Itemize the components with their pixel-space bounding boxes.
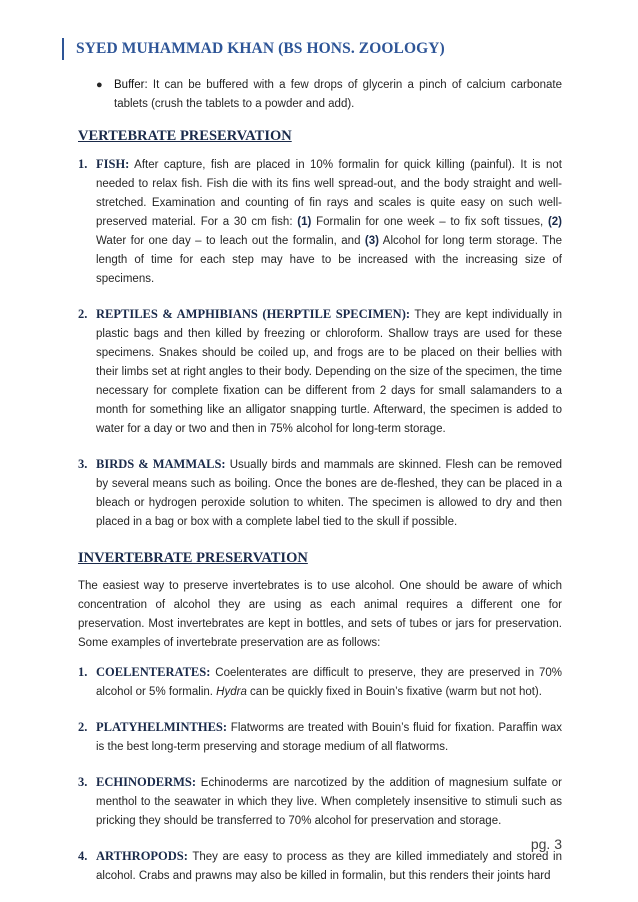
list-item-text xyxy=(96,455,562,532)
list-term: COELENTERATES: xyxy=(96,665,211,679)
list-item-text xyxy=(96,663,562,702)
list-item-text xyxy=(96,773,562,831)
list-item-text xyxy=(96,847,562,886)
list-text-part: Usually birds and mammals are skinned. Flesh can be removed by several means such as boiling. Once the bones are de-fleshed, they can be placed in a bleach or hydrogen peroxide solution to whiten. The specimen is allowed to dry and then placed in a bag or box with a complete label tied to the skull if possible. xyxy=(96,459,562,528)
list-item-reptiles-amphibians xyxy=(78,305,562,439)
list-item-birds-mammals xyxy=(78,455,562,532)
step-marker: (2) xyxy=(547,216,562,228)
list-term: ARTHROPODS: xyxy=(96,849,188,863)
italic-genus: Hydra xyxy=(216,686,247,698)
list-number: 1. xyxy=(78,665,88,679)
invertebrate-intro: The easiest way to preserve invertebrates is to use alcohol. One should be aware of which concentration of alcohol they are using as each animal requires a different one for preservation. Most invertebrates are kept in bottles, and sets of tubes or jars for preservation. Some examples of invertebrate preservation are as follows: xyxy=(78,580,562,649)
bullet-dot-icon: ● xyxy=(96,79,103,91)
list-text-part: Flatworms are treated with Bouin’s fluid for fixation. Paraffin wax is the best long-term preserving and storage medium of all flatworms. xyxy=(96,722,562,753)
list-number: 3. xyxy=(78,775,88,789)
bullet-item-buffer xyxy=(96,76,562,114)
heading-vertebrate-preservation: VERTEBRATE PRESERVATION xyxy=(78,128,292,144)
list-text-part: can be quickly fixed in Bouin’s fixative (warm but not hot). xyxy=(246,686,542,698)
list-number: 3. xyxy=(78,457,88,471)
list-term: FISH: xyxy=(96,157,130,171)
list-item-text xyxy=(96,155,562,289)
step-marker: (3) xyxy=(364,235,379,247)
list-text-part: Coelenterates are difficult to preserve, they are preserved in 70% alcohol or 5% formalin. xyxy=(96,667,562,698)
page-header-title: SYED MUHAMMAD KHAN (BS HONS. ZOOLOGY) xyxy=(62,38,445,60)
heading-invertebrate-preservation: INVERTEBRATE PRESERVATION xyxy=(78,550,308,566)
list-item-text xyxy=(96,305,562,439)
list-item-coelenterates xyxy=(78,663,562,702)
bullet-body: It can be buffered with a few drops of glycerin a pinch of calcium carbonate tablets (crush the tablets to a powder and add). xyxy=(114,79,562,110)
list-term: ECHINODERMS: xyxy=(96,775,197,789)
list-term: PLATYHELMINTHES: xyxy=(96,720,228,734)
bullet-lead: Buffer: xyxy=(114,79,148,91)
list-number: 2. xyxy=(78,307,88,321)
list-text-part: Formalin for one week – to fix soft tissues, xyxy=(311,216,548,228)
document-body xyxy=(78,76,562,902)
list-text-part: Water for one day – to leach out the formalin, and xyxy=(96,235,365,247)
list-item-arthropods xyxy=(78,847,562,886)
list-number: 1. xyxy=(78,157,88,171)
list-text-part: After capture, fish are placed in 10% formalin for quick killing (painful). It is not needed to relax fish. Fish die with its fins well spread-out, and the body straight and well-stretched. Examination and counting of fin rays and scales is quite easy on such well-preserved material. For a 30 cm fish: xyxy=(96,159,562,228)
list-item-text xyxy=(96,718,562,757)
page-number: pg. 3 xyxy=(530,836,562,852)
list-item-echinoderms xyxy=(78,773,562,831)
list-number: 4. xyxy=(78,849,88,863)
bullet-text xyxy=(114,76,562,114)
list-number: 2. xyxy=(78,720,88,734)
list-text-part: Echinoderms are narcotized by the addition of magnesium sulfate or menthol to the seawater in which they live. When completely insensitive to stimuli such as pricking they should be transferred to 70% alcohol for preservation and storage. xyxy=(96,777,562,827)
list-term: REPTILES & AMPHIBIANS (HERPTILE SPECIMEN): xyxy=(96,307,411,321)
list-item-platyhelminthes xyxy=(78,718,562,757)
list-item-fish xyxy=(78,155,562,289)
step-marker: (1) xyxy=(297,216,312,228)
list-term: BIRDS & MAMMALS: xyxy=(96,457,226,471)
list-text-part: Alcohol for long term storage. The length of time for each step may have to be increased with the increasing size of specimens. xyxy=(96,235,563,285)
list-text-part: They are easy to process as they are killed immediately and stored in alcohol. Crabs and prawns may also be killed in formalin, but this renders their joints hard xyxy=(96,851,562,882)
list-text-part: They are kept individually in plastic bags and then killed by freezing or chloroform. Shallow trays are used for these specimens. Snakes should be coiled up, and frogs are to be placed on their bellies with their limbs set at right angles to their body. Depending on the size of the specimen, the time necessary for complete fixation can be different from 2 days for small salamanders to a month for something like an alligator snapping turtle. Afterward, the specimen is added to water for a day or two and then in 75% alcohol for long-term storage. xyxy=(96,309,562,435)
